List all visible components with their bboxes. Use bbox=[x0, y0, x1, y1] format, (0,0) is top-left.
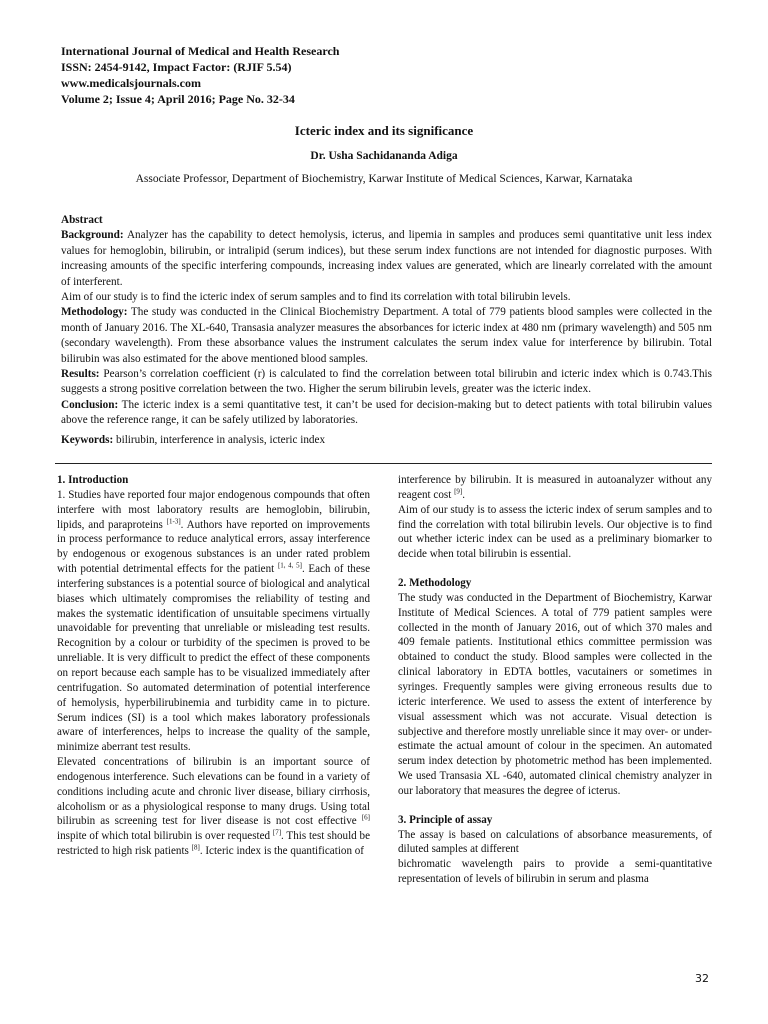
intro-paragraph-1: 1. Studies have reported four major endogenous compounds that often interfere with most laboratory results are hemoglobin, bilirubin, lipids, and paraproteins [1-3]. Authors have reported on improvements in process performance to reduce analytical errors, assay interference by endogenous or exogenous substances is an under rated problem with potential detrimental effects for the patient [1, 4, 5]. Each of these interfering substances is a potential source of biological and analytical biases which ultimately compromises the reliability of testing and makes the systematic identification of unsuitable specimens virtually unavoidable for preventing that unreliable or misleading test results. Recognition by a colour or turbidity of the specimen is proved to be unreliable. It is very difficult to predict the effect of these components on report because each sample has to be visualized immediately after centrifugation. So automated determination of potential interference of hemolysis, hyperbilirubinemia and turbidity came in to picture. Serum indices (SI) is a tool which makes laboratory professionals aware of interferences, helps to increase the quality of the sample, minimize aberrant test results. bbox=[57, 488, 370, 754]
journal-volume: Volume 2; Issue 4; April 2016; Page No. 32-34 bbox=[61, 92, 295, 106]
intro-heading: 1. Introduction bbox=[57, 474, 129, 486]
page-number: 32 bbox=[695, 972, 709, 985]
intro-continued: interference by bilirubin. It is measured in autoanalyzer without any reagent cost [9]. bbox=[398, 474, 712, 501]
intro-paragraph-2: Elevated concentrations of bilirubin is an important source of endogenous interference. Such elevations can be found in a variety of conditions including acute and chronic liver disease, biliary cirrhosis, alcoholism or as a physiological response to many drugs. Using total bilirubin as screening test for liver disease is not cost effective [6] inspite of which total bilirubin is over requested [7]. This test should be restricted to high risk patients [8]. Icteric index is the quantification of bbox=[57, 756, 370, 858]
article-author: Dr. Usha Sachidananda Adiga bbox=[310, 150, 458, 162]
article-affiliation: Associate Professor, Department of Biochemistry, Karwar Institute of Medical Sciences, Karwar, Karnataka bbox=[135, 173, 633, 185]
section-divider bbox=[55, 463, 712, 464]
principle-line-2: bichromatic wavelength pairs to provide a semi-quantitative representation of levels of bilirubin in serum and plasma bbox=[398, 858, 712, 886]
article-title: Icteric index and its significance bbox=[294, 123, 474, 138]
left-column bbox=[57, 473, 370, 859]
methodology-text: The study was conducted in the Department of Biochemistry, Karwar Institute of Medical Sciences. A total of 779 patient samples were collected in the month of January 2016, out of which 370 males and 409 female patients. Institutional ethics committee permission was obtained to conduct the study. Blood samples were collected in the clinical laboratory in EDTA bottles, vacutainers or sometimes in syringes. Frequently samples were giving erroneous results due to icteric interference. We used to assess the extent of interference by visual assessment which was not accurate. Visual detection is subjective and therefore mostly unreliable since it may over- or under-estimate the actual amount of colour in the specimen. An automated serum index detection by photometric method has been implemented. We used Transasia XL -640, automated clinical chemistry analyzer in our laboratory that measures the degree of icterus. bbox=[398, 591, 712, 797]
abstract bbox=[61, 213, 712, 429]
right-column bbox=[398, 473, 712, 887]
abstract-conclusion: Conclusion: The icteric index is a semi quantitative test, it can’t be used for decision-making but to detect patients with total bilirubin values above the reference range, it can be safely utilized by laboratories. bbox=[61, 398, 712, 427]
keywords: Keywords: bilirubin, interference in analysis, icteric index bbox=[61, 434, 326, 446]
abstract-background: Background: Analyzer has the capability to detect hemolysis, icterus, and lipemia in samples and produces semi quantitative unit less index values for hemoglobin, bilirubin, or intralipid (serum indices), but these serum index functions are not intended for diagnostic purposes. With increasing amounts of the specific interfering compounds, increasing index values are generated, which are linearly correlated with the amount of interferent. bbox=[61, 229, 712, 288]
journal-issn: ISSN: 2454-9142, Impact Factor: (RJIF 5.54) bbox=[61, 60, 292, 74]
abstract-methodology: Methodology: The study was conducted in the Clinical Biochemistry Department. A total of 779 patients blood samples were collected in the month of January 2016. The XL-640, Transasia analyzer measures the absorbances for icteric index at 480 nm (primary wavelength) and 505 nm (secondary wavelength). From these absorbance values the instrument calculates the serum index value for interference by bilirubin. Total bilirubin was also estimated for the above mentioned blood samples. bbox=[61, 306, 712, 365]
abstract-results: Results: Pearson’s correlation coefficient (r) is calculated to find the correlation between total bilirubin and icteric index which is 0.743.This suggests a strong positive correlation between the two. Higher the serum bilirubin levels, greater was the icteric index. bbox=[61, 368, 713, 396]
journal-website: www.medicalsjournals.com bbox=[61, 76, 201, 90]
abstract-aim: Aim of our study is to find the icteric index of serum samples and to find its correlation with total bilirubin levels. bbox=[61, 291, 571, 304]
journal-header bbox=[61, 43, 339, 107]
abstract-heading: Abstract bbox=[61, 214, 103, 226]
principle-line-1: The assay is based on calculations of absorbance measurements, of diluted samples at different bbox=[398, 828, 712, 856]
principle-heading: 3. Principle of assay bbox=[398, 813, 493, 826]
journal-name: International Journal of Medical and Health Research bbox=[61, 44, 340, 58]
methodology-heading: 2. Methodology bbox=[398, 577, 472, 590]
intro-aim: Aim of our study is to assess the icteric index of serum samples and to find the correlation with total bilirubin levels. Our objective is to find out whether icteric index can be used as a preliminary biomarker to decide when total bilirubin is essential. bbox=[398, 503, 712, 561]
